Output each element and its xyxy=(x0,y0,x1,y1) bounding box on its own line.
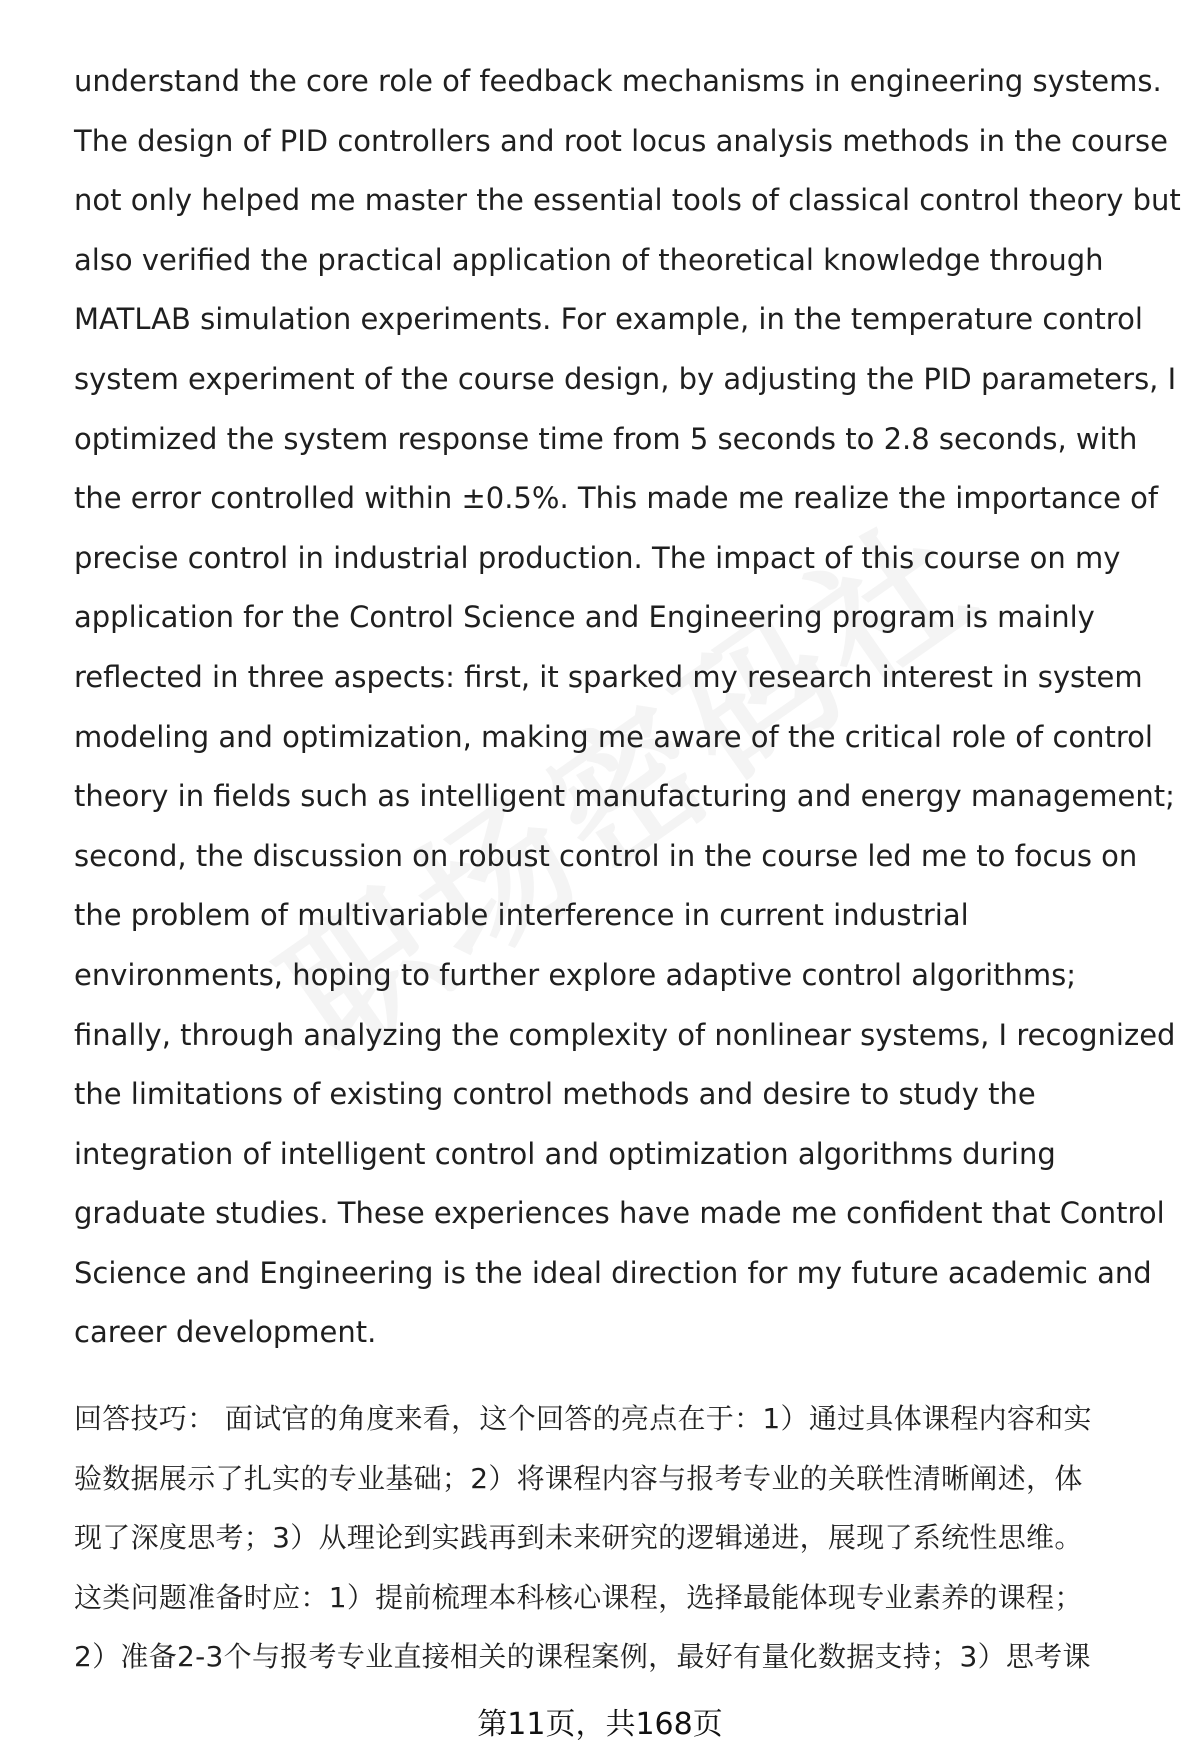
answer-tips-paragraph xyxy=(74,1389,1164,1687)
paragraph-line: the error controlled within ±0.5%. This made me realize the importance of xyxy=(74,481,1159,516)
paragraph-line: The design of PID controllers and root locus analysis methods in the course xyxy=(74,123,1168,158)
paragraph-line: precise control in industrial production. The impact of this course on my xyxy=(74,540,1121,575)
paragraph-line: Science and Engineering is the ideal direction for my future academic and xyxy=(74,1255,1152,1290)
paragraph-line: the problem of multivariable interference in current industrial xyxy=(74,898,969,933)
paragraph-line: system experiment of the course design, by adjusting the PID parameters, I xyxy=(74,361,1177,396)
tips-line: 回答技巧： 面试官的角度来看，这个回答的亮点在于：1）通过具体课程内容和实 xyxy=(74,1402,1092,1436)
paragraph-line: integration of intelligent control and optimization algorithms during xyxy=(74,1136,1056,1171)
paragraph-line: modeling and optimization, making me aware of the critical role of control xyxy=(74,719,1153,754)
paragraph-line: environments, hoping to further explore adaptive control algorithms; xyxy=(74,957,1077,992)
paragraph-line: career development. xyxy=(74,1315,377,1350)
paragraph-line: graduate studies. These experiences have made me confident that Control xyxy=(74,1196,1165,1231)
paragraph-line: MATLAB simulation experiments. For example, in the temperature control xyxy=(74,302,1143,337)
paragraph-line: the limitations of existing control methods and desire to study the xyxy=(74,1077,1036,1112)
paragraph-line: second, the discussion on robust control in the course led me to focus on xyxy=(74,838,1138,873)
paragraph-line: reflected in three aspects: first, it sparked my research interest in system xyxy=(74,659,1143,694)
paragraph-line: theory in fields such as intelligent manufacturing and energy management; xyxy=(74,779,1175,814)
paragraph-line: also verified the practical application of theoretical knowledge through xyxy=(74,242,1104,277)
tips-line: 这类问题准备时应：1）提前梳理本科核心课程，选择最能体现专业素养的课程； xyxy=(74,1580,1083,1614)
answer-paragraph xyxy=(74,52,1181,1363)
tips-line: 2）准备2-3个与报考专业直接相关的课程案例，最好有量化数据支持；3）思考课 xyxy=(74,1640,1091,1674)
paragraph-line: not only helped me master the essential tools of classical control theory but xyxy=(74,183,1181,218)
paragraph-line: application for the Control Science and Engineering program is mainly xyxy=(74,600,1095,635)
paragraph-line: understand the core role of feedback mechanisms in engineering systems. xyxy=(74,64,1162,98)
paragraph-line: optimized the system response time from 5 seconds to 2.8 seconds, with xyxy=(74,421,1138,456)
document-body xyxy=(74,52,1181,1687)
page-number-footer: 第11页，共168页 xyxy=(477,1707,723,1742)
tips-line: 验数据展示了扎实的专业基础；2）将课程内容与报考专业的关联性清晰阐述，体 xyxy=(74,1461,1083,1495)
paragraph-line: finally, through analyzing the complexity of nonlinear systems, I recognized xyxy=(74,1017,1176,1052)
tips-line: 现了深度思考；3）从理论到实践再到未来研究的逻辑递进，展现了系统性思维。 xyxy=(74,1521,1083,1555)
